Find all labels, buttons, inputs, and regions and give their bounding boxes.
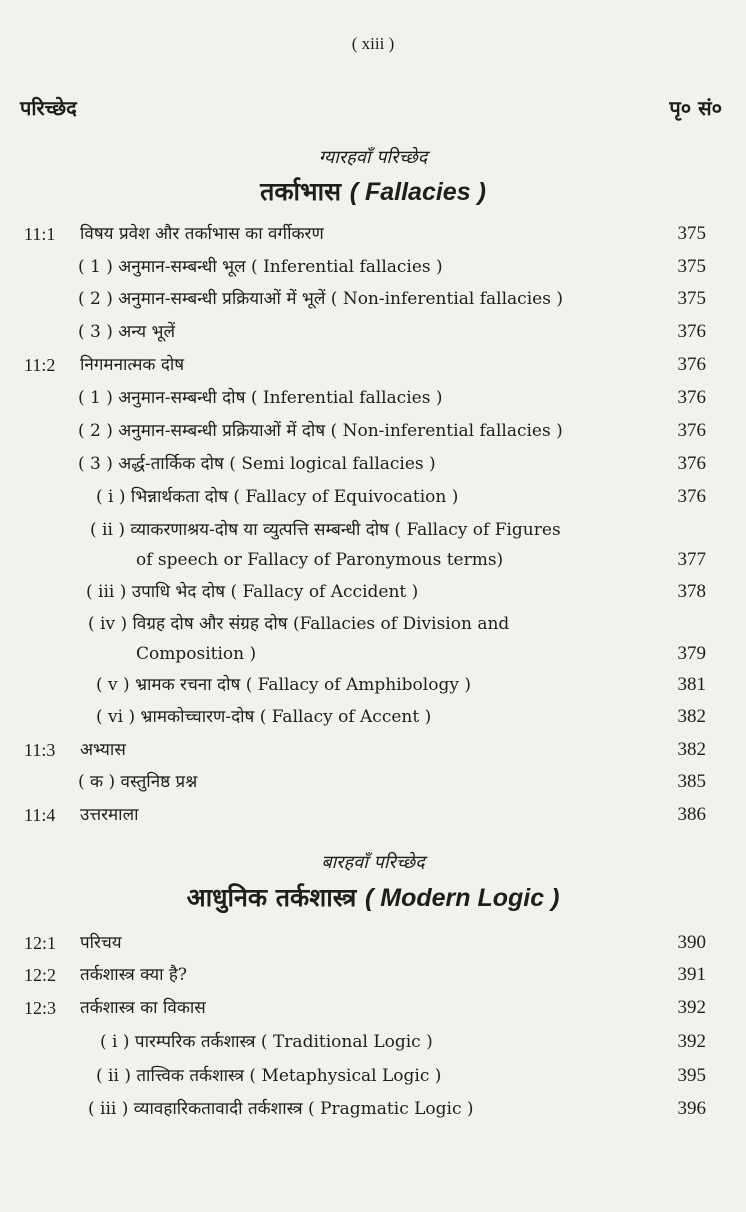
entry-page: 396 [677, 1098, 706, 1119]
entry-text: निगमनात्मक दोष [80, 355, 185, 375]
toc-entry [0, 767, 746, 797]
toc-entry [0, 702, 746, 732]
entry-page: 379 [677, 643, 706, 664]
toc-entry [0, 482, 746, 512]
entry-page: 382 [677, 739, 706, 760]
entry-page: 392 [677, 1031, 706, 1052]
entry-number: 11:1 [24, 224, 56, 244]
entry-text: ( v ) भ्रामक रचना दोष ( Fallacy of Amphibology ) [96, 675, 471, 695]
entry-page: 376 [677, 453, 706, 474]
entry-page: 376 [677, 420, 706, 441]
chapter-12-title-hindi: आधुनिक तर्कशास्त्र [186, 883, 357, 912]
entry-page: 376 [677, 387, 706, 408]
toc-entry [0, 993, 746, 1023]
toc-entry [0, 416, 746, 446]
entry-page: 385 [677, 771, 706, 792]
chapter-11-title [0, 174, 746, 208]
toc-entry [0, 515, 746, 579]
entry-page: 391 [677, 964, 706, 985]
entry-text: ( क ) वस्तुनिष्ठ प्रश्न [78, 772, 198, 792]
entry-page: 390 [677, 932, 706, 953]
entry-page: 376 [677, 486, 706, 507]
entry-number: 12:3 [24, 998, 57, 1018]
entry-text: ( 3 ) अन्य भूलें [78, 322, 176, 342]
chapter-12-title-english: ( Modern Logic ) [364, 884, 560, 912]
entry-text: ( iv ) विग्रह दोष और संग्रह दोष (Fallacies of Division and [88, 614, 510, 634]
entry-text: ( 2 ) अनुमान-सम्बन्धी प्रक्रियाओं में भूलें ( Non-inferential fallacies ) [78, 289, 563, 309]
toc-entry [0, 577, 746, 607]
entry-text: ( i ) भिन्नार्थकता दोष ( Fallacy of Equivocation ) [96, 487, 459, 507]
toc-entry [0, 317, 746, 347]
toc-entry [0, 609, 746, 673]
chapter-12-subtitle: बारहवाँ परिच्छेद [321, 852, 425, 873]
chapter-12-title [0, 880, 746, 914]
toc-entry [0, 928, 746, 958]
entry-text: ( 2 ) अनुमान-सम्बन्धी प्रक्रियाओं में दोष ( Non-inferential fallacies ) [78, 421, 563, 441]
entry-text-continued: Composition ) [136, 644, 257, 664]
toc-entry [0, 1094, 746, 1124]
toc-entry [0, 252, 746, 282]
chapter-11-subtitle: ग्यारहवाँ परिच्छेद [318, 147, 428, 168]
entry-text: ( ii ) तात्त्विक तर्कशास्त्र ( Metaphysical Logic ) [96, 1066, 442, 1086]
entry-text: ( i ) पारम्परिक तर्कशास्त्र ( Traditional Logic ) [100, 1032, 433, 1052]
entry-text: अभ्यास [80, 740, 126, 760]
entry-text: ( ii ) व्याकरणाश्रय-दोष या व्युत्पत्ति सम्बन्धी दोष ( Fallacy of Figures [90, 520, 561, 540]
entry-text: ( 1 ) अनुमान-सम्बन्धी भूल ( Inferential fallacies ) [78, 257, 443, 277]
entry-text: उत्तरमाला [80, 805, 139, 825]
entry-page: 381 [677, 674, 706, 695]
toc-entry [0, 383, 746, 413]
entry-text: ( 1 ) अनुमान-सम्बन्धी दोष ( Inferential fallacies ) [78, 388, 443, 408]
entry-text-continued: of speech or Fallacy of Paronymous terms) [136, 550, 504, 570]
toc-entry [0, 1027, 746, 1057]
toc-entry [0, 219, 746, 249]
entry-text: ( 3 ) अर्द्ध-तार्किक दोष ( Semi logical fallacies ) [78, 454, 436, 474]
entry-page: 376 [677, 354, 706, 375]
page-number: ( xiii ) [351, 34, 395, 53]
entry-text: परिचय [80, 933, 122, 953]
toc-entry [0, 960, 746, 990]
entry-page: 386 [677, 804, 706, 825]
entry-text: तर्कशास्त्र क्या है? [80, 965, 188, 985]
toc-entry [0, 284, 746, 314]
toc-entry [0, 350, 746, 380]
toc-entry [0, 800, 746, 830]
chapter-11-title-english: ( Fallacies ) [349, 178, 486, 206]
entry-text: तर्कशास्त्र का विकास [80, 998, 206, 1018]
column-header-chapter: परिच्छेद [20, 96, 77, 120]
entry-number: 11:2 [24, 355, 56, 375]
toc-entry [0, 1061, 746, 1091]
toc-entry [0, 449, 746, 479]
entry-page: 382 [677, 706, 706, 727]
entry-number: 12:2 [24, 965, 57, 985]
entry-page: 378 [677, 581, 706, 602]
entry-page: 375 [677, 256, 706, 277]
entry-number: 12:1 [24, 933, 57, 953]
entry-page: 395 [677, 1065, 706, 1086]
entry-number: 11:4 [24, 805, 56, 825]
entry-number: 11:3 [24, 740, 56, 760]
entry-page: 392 [677, 997, 706, 1018]
toc-entry [0, 670, 746, 700]
entry-page: 376 [677, 321, 706, 342]
entry-page: 375 [677, 223, 706, 244]
chapter-11-title-hindi: तर्काभास [260, 177, 341, 206]
entry-page: 377 [677, 549, 706, 570]
entry-text: ( vi ) भ्रामकोच्चारण-दोष ( Fallacy of Accent ) [96, 707, 432, 727]
column-header-page: पृ० सं० [669, 96, 722, 120]
entry-page: 375 [677, 288, 706, 309]
entry-text: विषय प्रवेश और तर्काभास का वर्गीकरण [80, 224, 324, 244]
entry-text: ( iii ) उपाधि भेद दोष ( Fallacy of Accident ) [86, 582, 419, 602]
entry-text: ( iii ) व्यावहारिकतावादी तर्कशास्त्र ( Pragmatic Logic ) [88, 1099, 474, 1119]
toc-entry [0, 735, 746, 765]
